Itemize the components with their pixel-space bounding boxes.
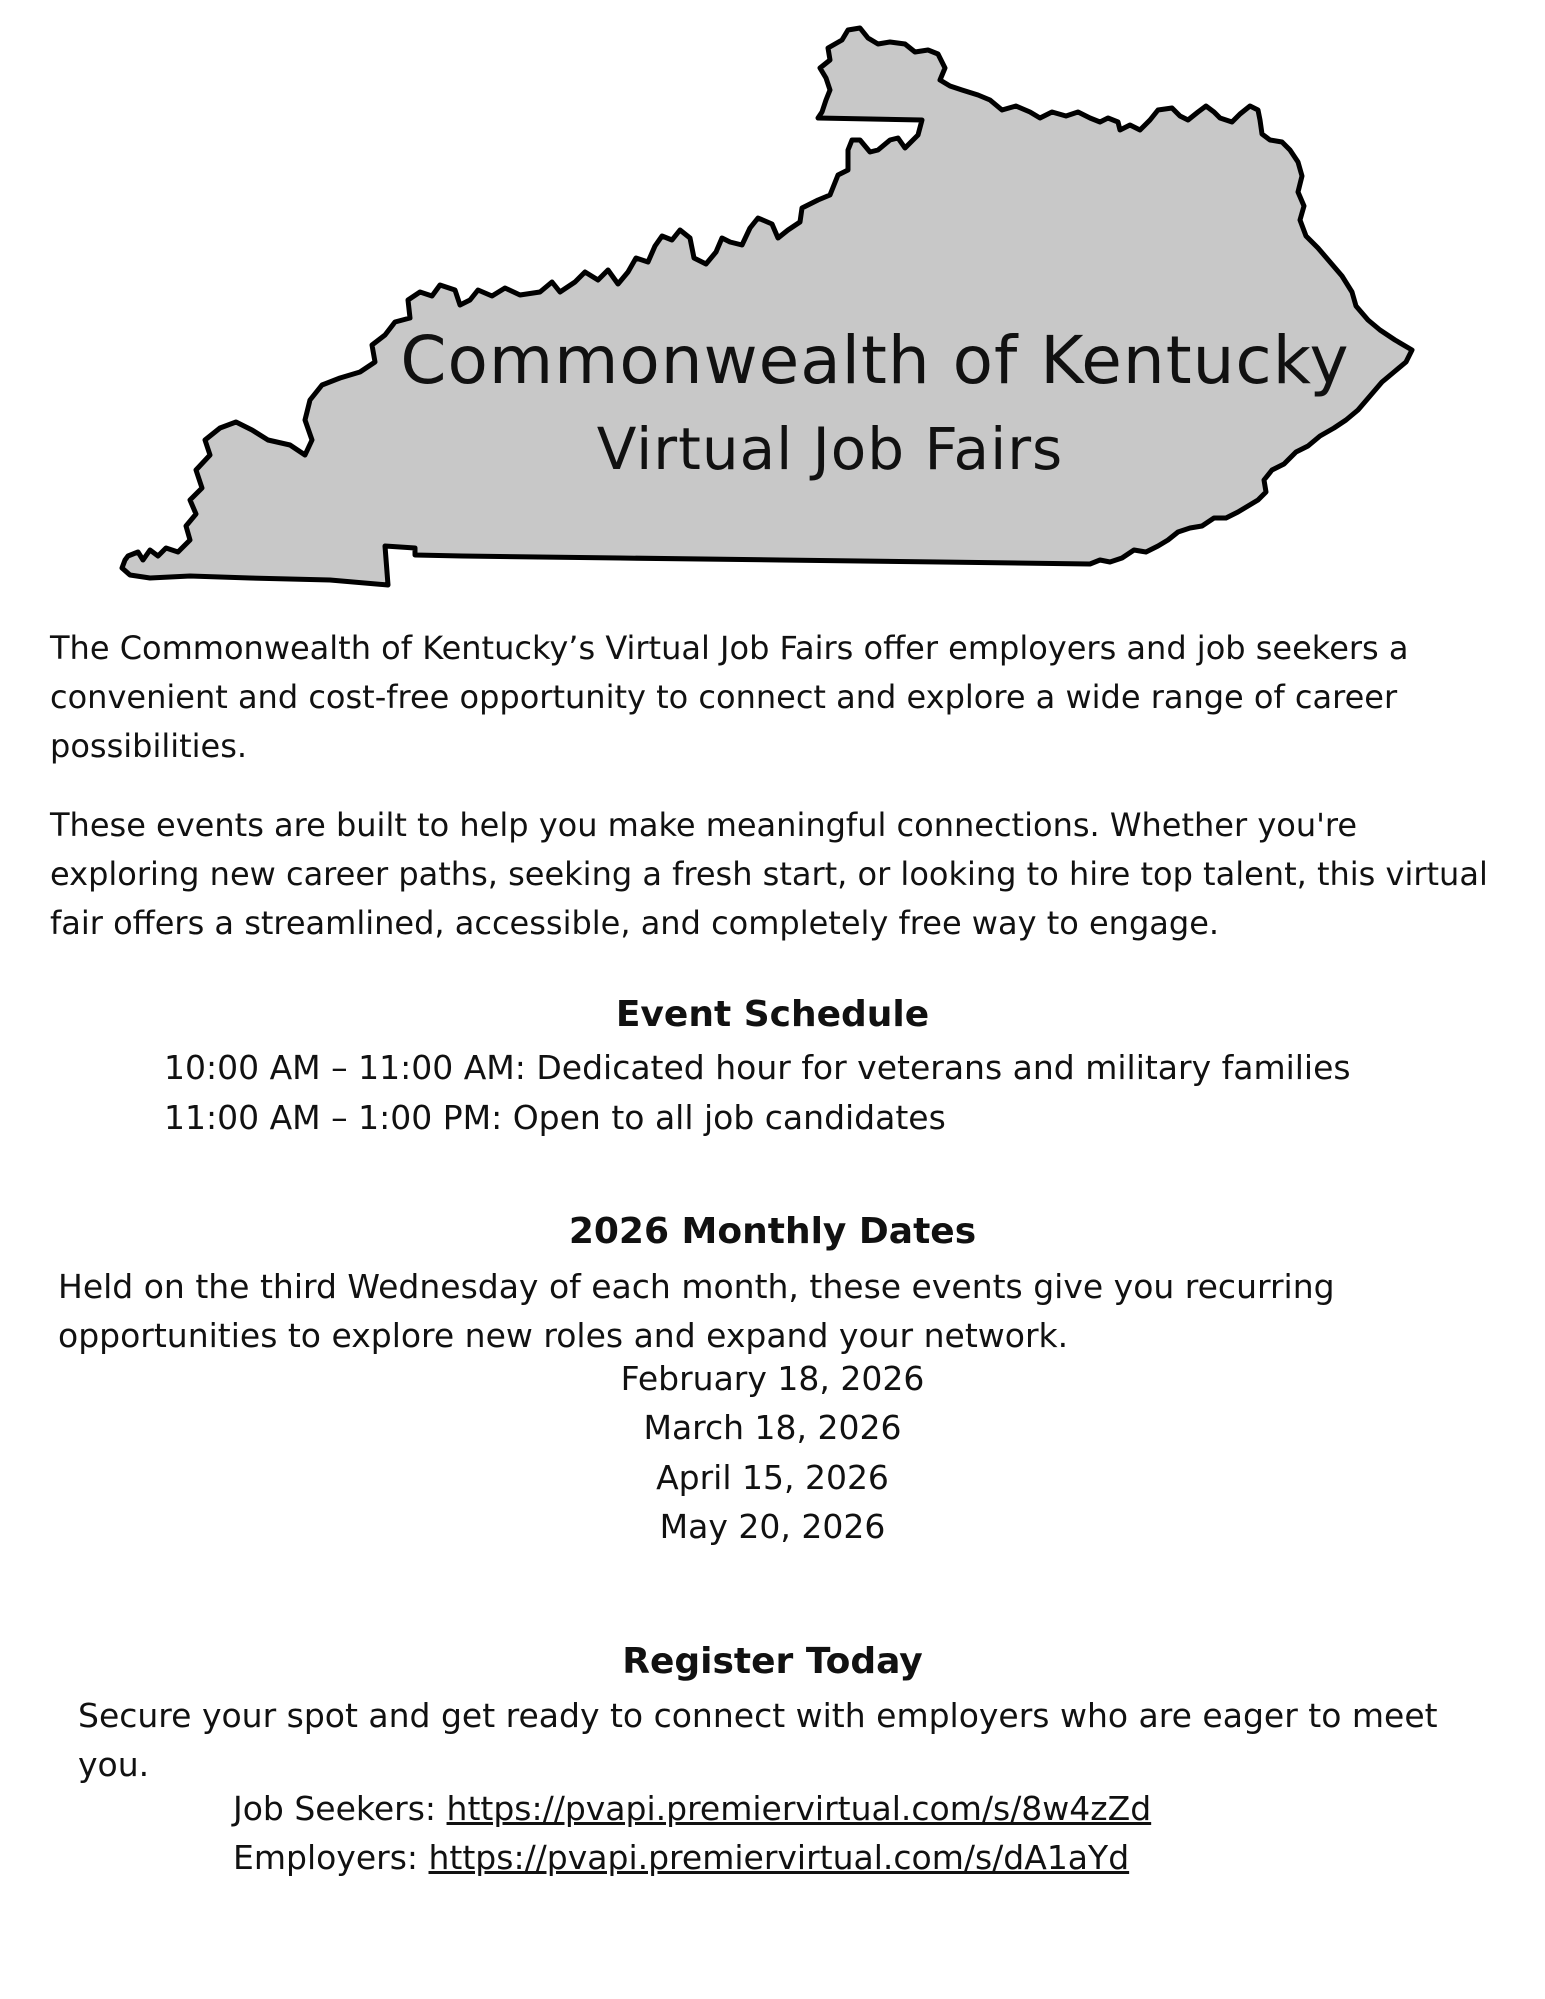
page-title: Commonwealth of Kentucky (400, 322, 1350, 399)
page-subtitle: Virtual Job Fairs (596, 415, 1064, 483)
kentucky-outline (122, 28, 1412, 585)
employers-link[interactable]: https://pvapi.premiervirtual.com/s/dA1aYd (428, 1838, 1130, 1877)
job-seekers-row (233, 1789, 1151, 1828)
date-item: March 18, 2026 (643, 1408, 902, 1447)
dates-description: Held on the third Wednesday of each month, these events give you recurring opportunities to explore new roles and expand your network. (58, 1267, 1335, 1355)
schedule-item: 11:00 AM – 1:00 PM: Open to all job candidates (164, 1098, 946, 1137)
intro-paragraph-1: The Commonwealth of Kentucky’s Virtual Job Fairs offer employers and job seekers a convenient and cost-free opportunity to connect and explore a wide range of career possibilities. (50, 629, 1409, 765)
kentucky-map-icon (0, 0, 1545, 600)
header-banner (0, 0, 1545, 600)
employers-row (233, 1838, 1129, 1877)
date-item: February 18, 2026 (620, 1359, 925, 1398)
job-seekers-label: Job Seekers: (233, 1789, 447, 1828)
job-seekers-link[interactable]: https://pvapi.premiervirtual.com/s/8w4zZd (446, 1789, 1152, 1828)
schedule-heading: Event Schedule (615, 994, 930, 1035)
register-description: Secure your spot and get ready to connect with employers who are eager to meet you. (78, 1696, 1438, 1784)
intro-paragraph-2: These events are built to help you make meaningful connections. Whether you're exploring new career paths, seeking a fresh start, or looking to hire top talent, this virtual fair offers a streamlined, accessible, and completely free way to engage. (50, 806, 1488, 942)
date-item: May 20, 2026 (659, 1507, 886, 1546)
register-heading: Register Today (622, 1641, 923, 1682)
date-item: April 15, 2026 (656, 1458, 889, 1497)
dates-heading: 2026 Monthly Dates (568, 1211, 977, 1252)
schedule-item: 10:00 AM – 11:00 AM: Dedicated hour for veterans and military families (164, 1048, 1351, 1087)
employers-label: Employers: (233, 1838, 429, 1877)
